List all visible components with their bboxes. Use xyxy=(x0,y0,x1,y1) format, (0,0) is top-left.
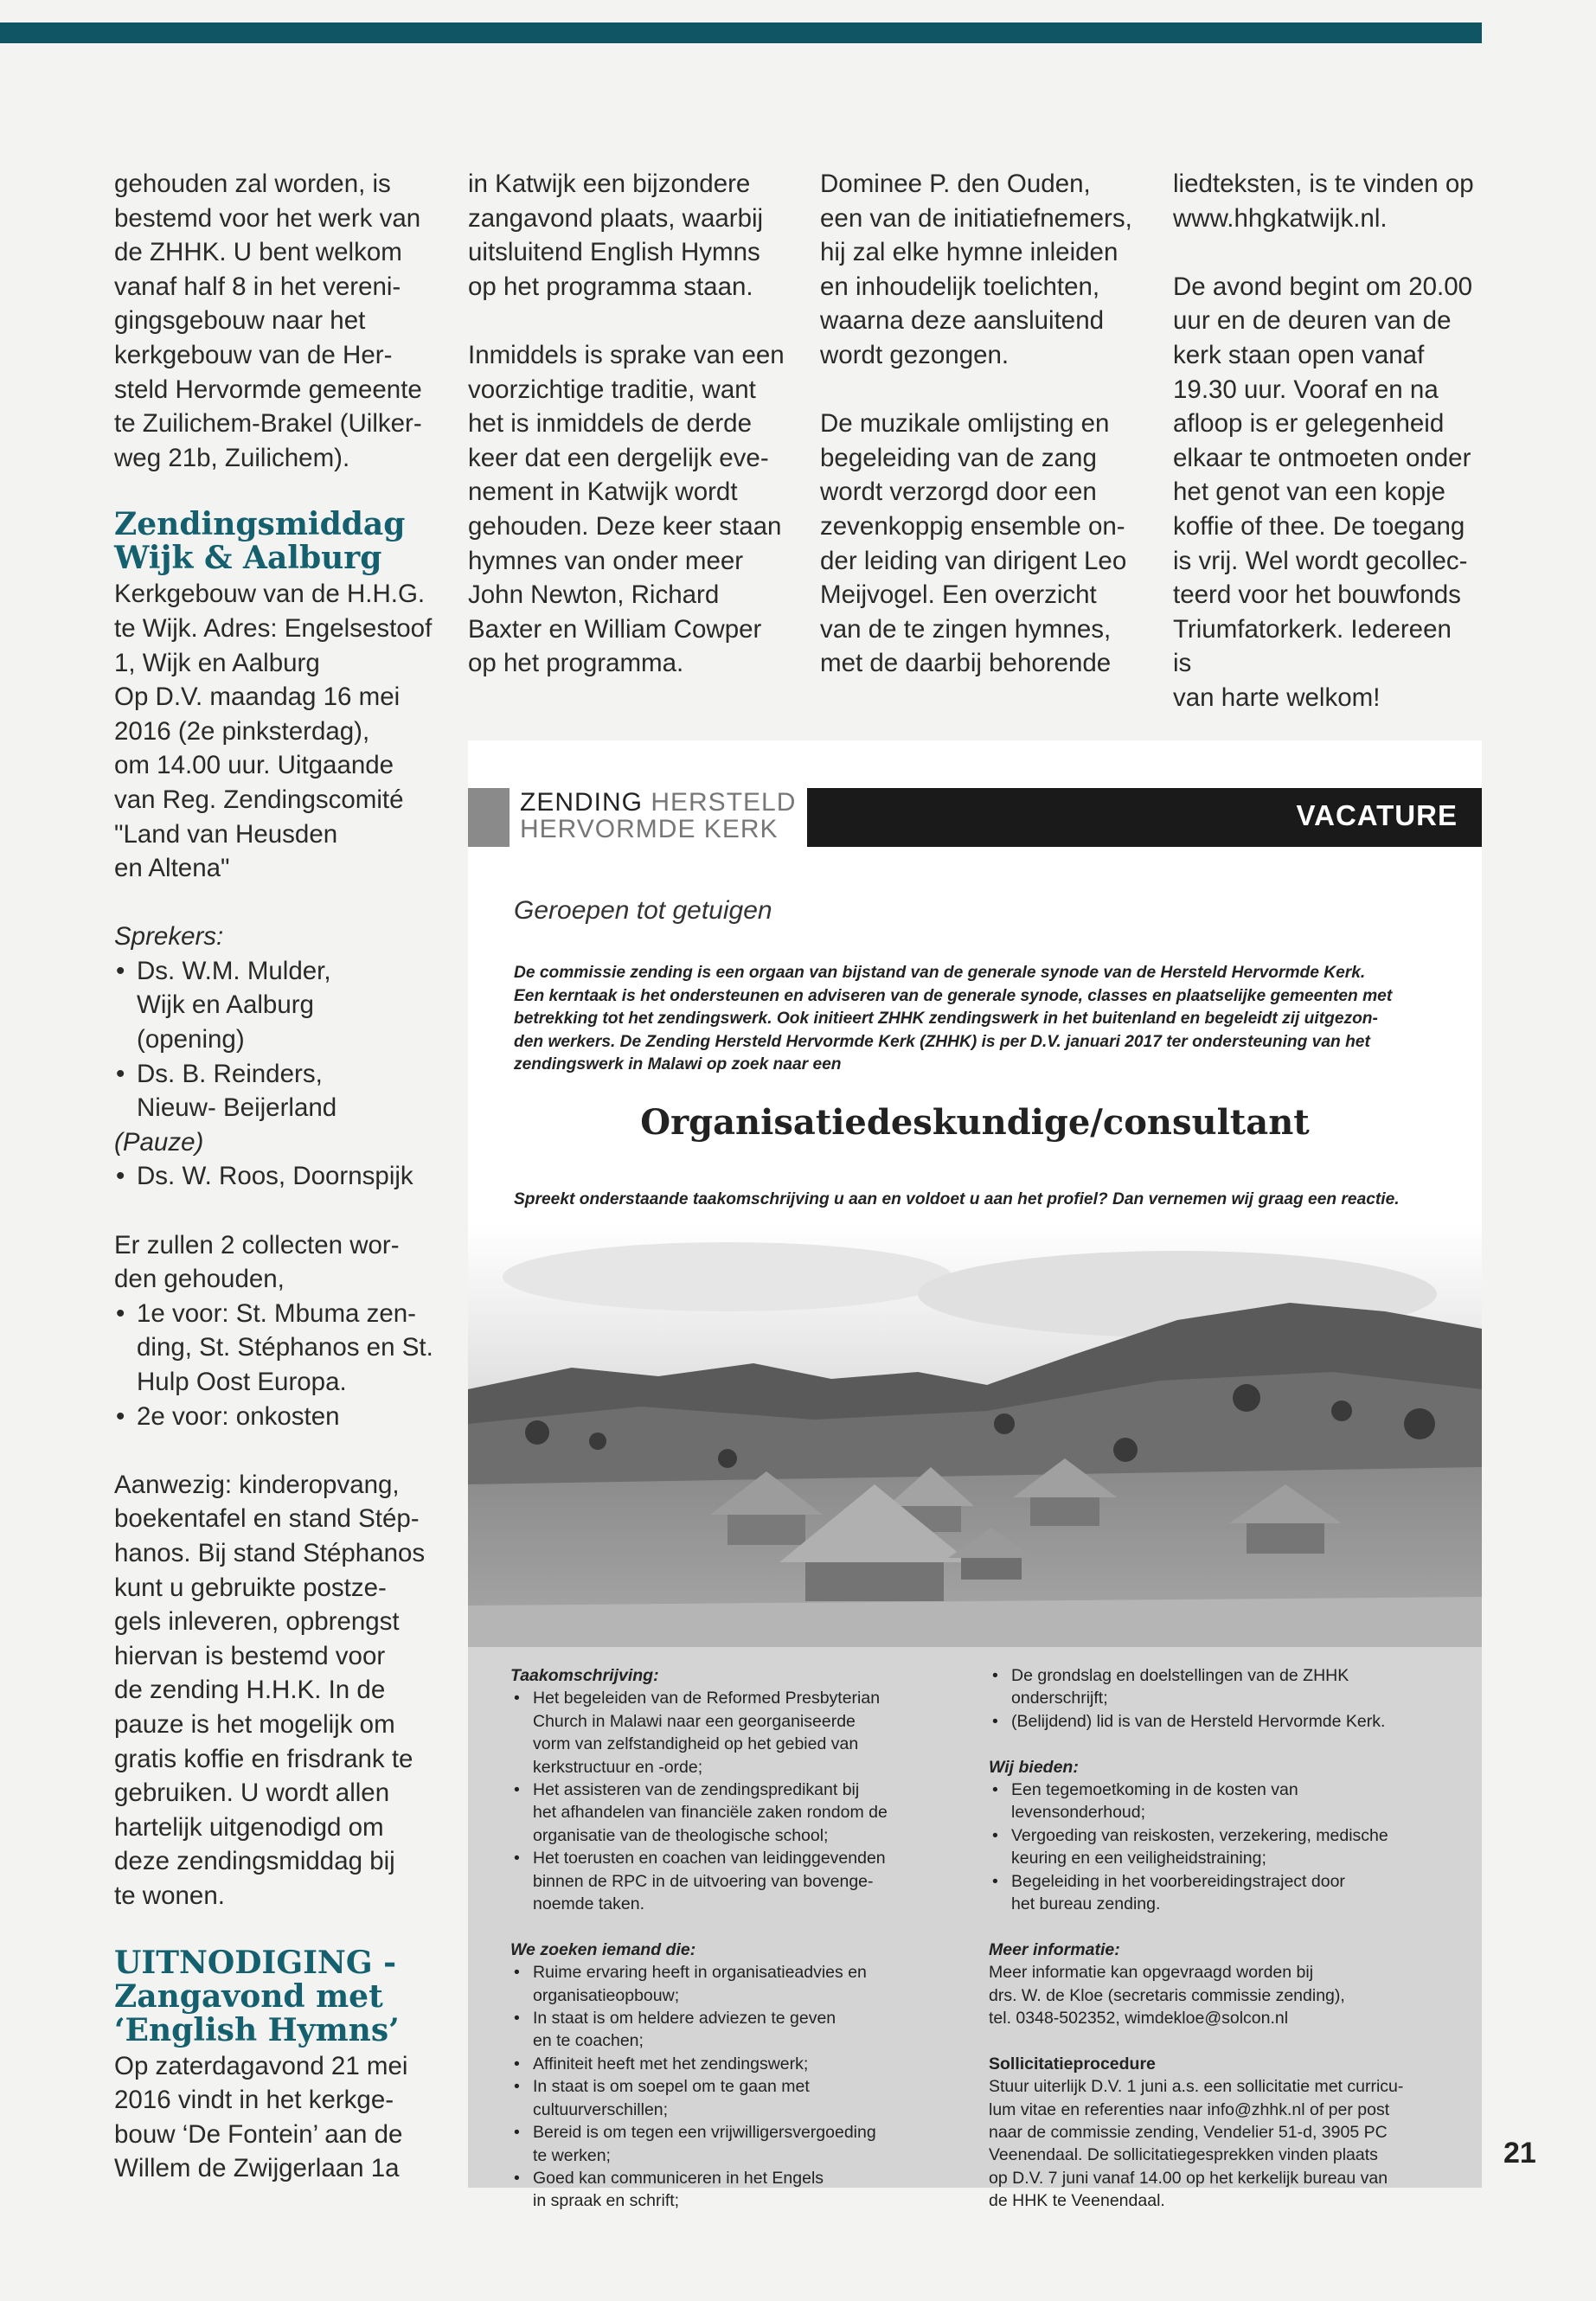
apply-text: Stuur uiterlijk D.V. 1 juni a.s. een sollicitatie met curricu- lum vitae en referenties naar info@zhhk.nl of per post naar de commissie zending, Vendelier 51-d, 3905 PC Veenendaal. De sollicitatiegesprekken vinden plaats op D.V. 7 juni vanaf 14.00 op het kerkelijk bureau van de HHK te Veenendaal. xyxy=(989,2077,1404,2211)
logo-mark xyxy=(468,788,510,847)
ad-subtitle: Geroepen tot getuigen xyxy=(514,896,772,925)
column-2 xyxy=(468,167,797,681)
task-list xyxy=(510,1687,952,1915)
seek-item: • De grondslag en doelstellingen van de ZHHK onderschrijft; xyxy=(989,1664,1447,1710)
seek-item: • Affiniteit heeft met het zendingswerk; xyxy=(510,2053,952,2075)
col3-p1: Dominee P. den Ouden, een van de initiatiefnemers, hij zal elke hymne inleiden en inhoudelijk toelichten, waarna deze aansluitend wordt gezongen. xyxy=(820,170,1132,369)
collect-list xyxy=(114,1297,434,1433)
collect-item: • 1e voor: St. Mbuma zen- ding, St. Stéphanos en St. Hulp Oost Europa. xyxy=(114,1297,434,1400)
col1-intro: gehouden zal worden, is bestemd voor het werk van de ZHHK. U bent welkom vanaf half 8 in het vereni- gingsgebouw naar het kerkgebouw van de Her- steld Hervormde gemeente te Zuilichem-Brakel (Uilker- weg 21b, Zuilichem). xyxy=(114,170,422,472)
ad-question: Spreekt onderstaande taakomschrijving u aan en voldoet u aan het profiel? Dan vernemen wij graag een reactie. xyxy=(514,1190,1400,1208)
speakers-list xyxy=(114,954,434,1125)
ad-info-panel xyxy=(468,1647,1482,2211)
seek-item: • Goed kan communiceren in het Engels in spraak en schrift; xyxy=(510,2167,952,2213)
page-number: 21 xyxy=(1503,2137,1536,2170)
pause-label: (Pauze) xyxy=(114,1127,204,1157)
seek-item: • In staat is om soepel om te gaan met cultuurverschillen; xyxy=(510,2075,952,2121)
offer-item: • Een tegemoetkoming in de kosten van levensonderhoud; xyxy=(989,1779,1447,1824)
col4-p2: De avond begint om 20.00 uur en de deuren van de kerk staan open vanaf 19.30 uur. Vooraf en na afloop is er gelegenheid elkaar te ontmoeten onder het genot van een kopje koffie of thee. De toegang is vrij. Wel wordt gecollec- teerd voor het bouwfonds Triumfatorkerk. Iedereen is van harte welkom! xyxy=(1173,272,1473,712)
column-3 xyxy=(820,167,1149,681)
column-1 xyxy=(114,167,434,2186)
seek-item: • Ruime ervaring heeft in organisatieadvies en organisatieopbouw; xyxy=(510,1961,952,2007)
vacature-bar xyxy=(807,788,1482,847)
col1-invite: Op zaterdagavond 21 mei 2016 vindt in het kerkge- bouw ‘De Fontein’ aan de Willem de Zwijgerlaan 1a xyxy=(114,2051,408,2183)
speaker-item: • Ds. W. Roos, Doornspijk xyxy=(114,1159,434,1194)
seek-list-continued xyxy=(989,1664,1447,1733)
collect-intro: Er zullen 2 collecten wor- den gehouden, xyxy=(114,1230,400,1294)
seek-item: • (Belijdend) lid is van de Hersteld Hervormde Kerk. xyxy=(989,1710,1447,1733)
collect-item: • 2e voor: onkosten xyxy=(114,1400,434,1434)
col1-presence: Aanwezig: kinderopvang, boekentafel en stand Stép- hanos. Bij stand Stéphanos kunt u gebruikte postze- gels inleveren, opbrengst hiervan is bestemd voor de zending H.H.K. In de pauze is het mogelijk om gratis koffie en frisdrank te gebruiken. U wordt allen hartelijk uitgenodigd om deze zendingsmiddag bij te wonen. xyxy=(114,1470,426,1910)
speakers-label: Sprekers: xyxy=(114,922,224,952)
task-item: • Het begeleiden van de Reformed Presbyterian Church in Malawi naar een georganiseerde vorm van zelfstandigheid op het gebied van kerkstructuur en -orde; xyxy=(510,1687,952,1779)
info-heading: Meer informatie: xyxy=(989,1939,1120,1959)
top-band xyxy=(0,22,1482,43)
ad-info-right xyxy=(989,1664,1447,2235)
offer-heading: Wij bieden: xyxy=(989,1757,1079,1777)
heading-uitnodiging: UITNODIGING - Zangavond met ‘English Hymns’ xyxy=(114,1944,400,2048)
column-4 xyxy=(1173,167,1476,715)
task-item: • Het toerusten en coachen van leidinggevenden binnen de RPC in de uitvoering van bovenge- noemde taken. xyxy=(510,1847,952,1915)
vacature-label: VACATURE xyxy=(1296,799,1458,831)
offer-item: • Begeleiding in het voorbereidingstraject door het bureau zending. xyxy=(989,1870,1447,1916)
vacancy-ad xyxy=(468,740,1482,2211)
info-text: Meer informatie kan opgevraagd worden bij drs. W. de Kloe (secretaris commissie zending), tel. 0348-502352, wimdekloe@solcon.nl xyxy=(989,1963,1345,2029)
offer-list xyxy=(989,1779,1447,1915)
zhhk-logo: ZENDING HERSTELD HERVORMDE KERK xyxy=(520,788,797,843)
village-photo xyxy=(468,1225,1482,1647)
task-item: • Het assisteren van de zendingspredikant bij het afhandelen van financiële zaken rondom de organisatie van de theologische school; xyxy=(510,1779,952,1847)
seek-item: • Bereid is om tegen een vrijwilligersvergoeding te werken; xyxy=(510,2121,952,2167)
speaker-item: • Ds. B. Reinders, Nieuw- Beijerland xyxy=(114,1057,434,1125)
seek-item: • In staat is om heldere adviezen te geven en te coachen; xyxy=(510,2007,952,2053)
col2-p2: Inmiddels is sprake van een voorzichtige traditie, want het is inmiddels de derde keer dat een dergelijk eve- nement in Katwijk wordt gehouden. Deze keer staan hymnes van onder meer John Newton, Richard Baxter en William Cowper op het programma. xyxy=(468,340,785,678)
apply-heading: Sollicitatieprocedure xyxy=(989,2054,1156,2073)
ad-job-title: Organisatiedeskundige/consultant xyxy=(640,1102,1310,1143)
ad-intro: De commissie zending is een orgaan van bijstand van de generale synode van de Hersteld Hervormde Kerk. Een kerntaak is het ondersteunen en adviseren van de generale synode, classes en plaatselijke gemeenten met betrekking tot het zendingswerk. Ook initieert ZHHK zendingswerk in het buitenland en begeleidt zij uitgezon- den werkers. De Zending Hersteld Hervormde Kerk (ZHHK) is per D.V. januari 2017 ter ondersteuning van het zendingswerk in Malawi op zoek naar een xyxy=(514,964,1393,1074)
col1-event-info: Kerkgebouw van de H.H.G. te Wijk. Adres: Engelsestoof 1, Wijk en Aalburg Op D.V. maandag 16 mei 2016 (2e pinksterdag), om 14.00 uur. Uitgaande van Reg. Zendingscomité "Land van Heusden en Altena" xyxy=(114,580,433,883)
seek-list xyxy=(510,1961,952,2212)
col2-p1: in Katwijk een bijzondere zangavond plaats, waarbij uitsluitend English Hymns op het programma staan. xyxy=(468,170,764,301)
heading-zendingsmiddag: Zendingsmiddag Wijk & Aalburg xyxy=(114,506,406,577)
speaker-item: • Ds. W.M. Mulder, Wijk en Aalburg (opening) xyxy=(114,954,434,1057)
offer-item: • Vergoeding van reiskosten, verzekering, medische keuring en een veiligheidstraining; xyxy=(989,1824,1447,1870)
ad-info-left xyxy=(510,1664,952,2235)
seek-heading: We zoeken iemand die: xyxy=(510,1939,696,1959)
col4-p1: liedteksten, is te vinden op www.hhgkatwijk.nl. xyxy=(1173,170,1474,233)
col3-p2: De muzikale omlijsting en begeleiding van de zang wordt verzorgd door een zevenkoppig ensemble on- der leiding van dirigent Leo Meijvogel. Een overzicht van de te zingen hymnes, met de daarbij behorende xyxy=(820,409,1127,678)
speakers-list-2 xyxy=(114,1159,434,1194)
task-heading: Taakomschrijving: xyxy=(510,1666,659,1685)
